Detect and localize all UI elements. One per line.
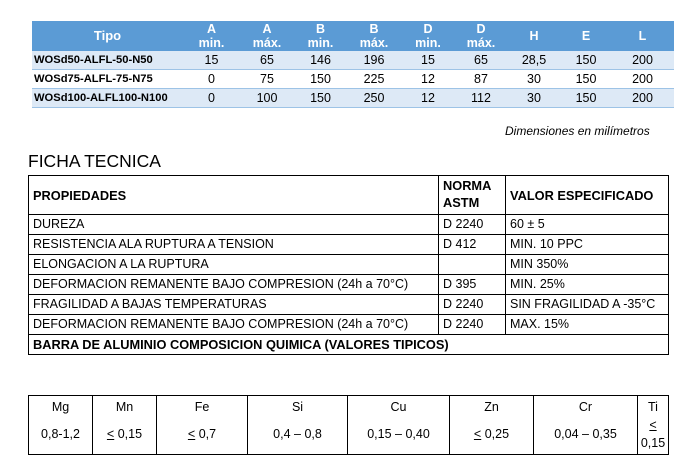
prop-cell: FRAGILIDAD A BAJAS TEMPERATURAS <box>29 295 439 315</box>
cell-tipo: WOSd50-ALFL-50-N50 <box>32 51 183 70</box>
ficha-title: FICHA TECNICA <box>28 151 161 171</box>
le-symbol: < <box>473 427 482 441</box>
element-symbol: Cr <box>534 396 638 417</box>
norma-cell <box>439 255 506 275</box>
cell: 112 <box>455 89 507 108</box>
header-propiedades: PROPIEDADES <box>29 176 439 215</box>
header-a-max: A máx. <box>240 21 294 51</box>
header-valor: VALOR ESPECIFICADO <box>506 176 669 215</box>
cell: 200 <box>611 70 674 89</box>
header-b-min: B min. <box>294 21 347 51</box>
dimensions-table <box>32 21 674 108</box>
cell: 75 <box>240 70 294 89</box>
table-row <box>32 70 674 89</box>
ficha-table <box>28 175 669 355</box>
header-l: L <box>611 21 674 51</box>
element-symbol: Fe <box>157 396 248 417</box>
dimensions-header-row <box>32 21 674 51</box>
element-value: 0,15 – 0,40 <box>348 416 450 455</box>
cell: 250 <box>347 89 401 108</box>
element-value: 0,4 – 0,8 <box>248 416 348 455</box>
cell: 150 <box>561 89 611 108</box>
valor-cell: MAX. 15% <box>506 315 669 335</box>
chemistry-table <box>28 395 669 455</box>
le-symbol: < <box>649 418 657 432</box>
cell: 196 <box>347 51 401 70</box>
cell: 150 <box>561 70 611 89</box>
cell: 200 <box>611 89 674 108</box>
table-row <box>29 215 669 235</box>
valor-cell: SIN FRAGILIDAD A -35°C <box>506 295 669 315</box>
barra-title-row <box>29 335 669 355</box>
cell: 65 <box>240 51 294 70</box>
valor-cell: MIN 350% <box>506 255 669 275</box>
norma-cell: D 395 <box>439 275 506 295</box>
element-symbol: Mg <box>29 396 93 417</box>
norma-cell: D 412 <box>439 235 506 255</box>
cell: 150 <box>294 70 347 89</box>
table-row <box>32 51 674 70</box>
cell: 100 <box>240 89 294 108</box>
element-value: < 0,15 <box>93 416 157 455</box>
header-b-max: B máx. <box>347 21 401 51</box>
le-symbol: < <box>106 427 115 441</box>
le-symbol: < <box>187 427 196 441</box>
ficha-header-row <box>29 176 669 215</box>
cell: 150 <box>561 51 611 70</box>
cell: 146 <box>294 51 347 70</box>
cell: 87 <box>455 70 507 89</box>
header-h: H <box>507 21 561 51</box>
table-row <box>29 235 669 255</box>
cell: 65 <box>455 51 507 70</box>
table-row <box>29 315 669 335</box>
element-symbol: Ti <box>638 396 669 417</box>
barra-title: BARRA DE ALUMINIO COMPOSICION QUIMICA (VALORES TIPICOS) <box>29 335 669 355</box>
cell-tipo: WOSd75-ALFL-75-N75 <box>32 70 183 89</box>
element-value: 0,04 – 0,35 <box>534 416 638 455</box>
prop-cell: DUREZA <box>29 215 439 235</box>
cell: 225 <box>347 70 401 89</box>
chemistry-elements-row <box>29 396 669 417</box>
element-symbol: Mn <box>93 396 157 417</box>
table-row <box>29 295 669 315</box>
cell: 30 <box>507 70 561 89</box>
cell: 30 <box>507 89 561 108</box>
prop-cell: ELONGACION A LA RUPTURA <box>29 255 439 275</box>
header-e: E <box>561 21 611 51</box>
element-symbol: Cu <box>348 396 450 417</box>
cell: 150 <box>294 89 347 108</box>
cell: 12 <box>401 70 455 89</box>
valor-cell: MIN. 10 PPC <box>506 235 669 255</box>
table-row <box>29 255 669 275</box>
element-value: < 0,25 <box>450 416 534 455</box>
cell: 15 <box>183 51 240 70</box>
header-d-min: D min. <box>401 21 455 51</box>
element-value: 0,8-1,2 <box>29 416 93 455</box>
cell-tipo: WOSd100-ALFL100-N100 <box>32 89 183 108</box>
element-value: < 0,7 <box>157 416 248 455</box>
header-a-min: A min. <box>183 21 240 51</box>
prop-cell: RESISTENCIA ALA RUPTURA A TENSION <box>29 235 439 255</box>
norma-cell: D 2240 <box>439 315 506 335</box>
cell: 28,5 <box>507 51 561 70</box>
header-tipo: Tipo <box>32 21 183 51</box>
prop-cell: DEFORMACION REMANENTE BAJO COMPRESION (24h a 70°C) <box>29 315 439 335</box>
element-value: < 0,15 <box>638 416 669 455</box>
cell: 12 <box>401 89 455 108</box>
valor-cell: 60 ± 5 <box>506 215 669 235</box>
norma-cell: D 2240 <box>439 215 506 235</box>
cell: 15 <box>401 51 455 70</box>
valor-cell: MIN. 25% <box>506 275 669 295</box>
prop-cell: DEFORMACION REMANENTE BAJO COMPRESION (24h a 70°C) <box>29 275 439 295</box>
norma-cell: D 2240 <box>439 295 506 315</box>
cell: 0 <box>183 70 240 89</box>
header-d-max: D máx. <box>455 21 507 51</box>
cell: 200 <box>611 51 674 70</box>
element-symbol: Si <box>248 396 348 417</box>
table-row <box>29 275 669 295</box>
table-row <box>32 89 674 108</box>
element-symbol: Zn <box>450 396 534 417</box>
dimensions-note: Dimensiones en milímetros <box>505 124 650 138</box>
cell: 0 <box>183 89 240 108</box>
header-norma: NORMA ASTM <box>439 176 506 215</box>
